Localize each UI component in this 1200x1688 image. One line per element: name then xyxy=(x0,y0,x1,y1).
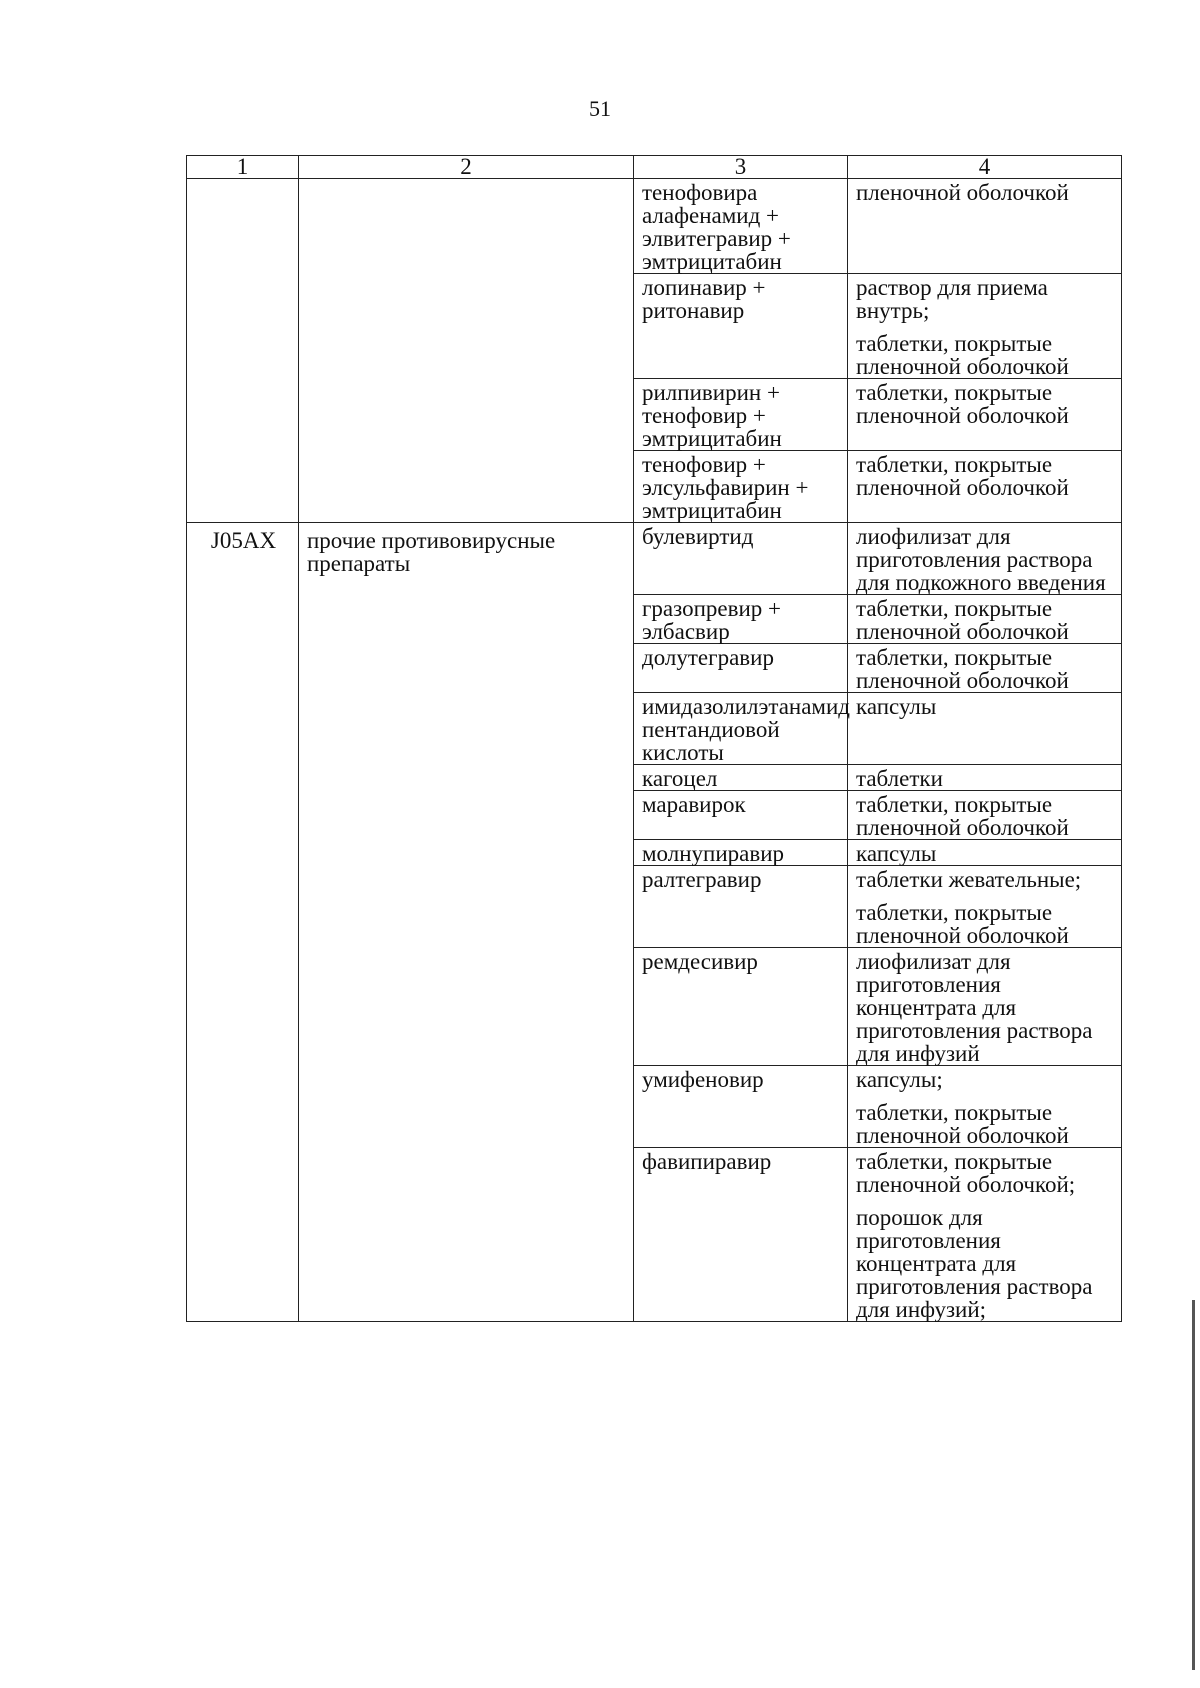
drug-name-cell: ремдесивир xyxy=(634,948,848,1066)
column-header-2: 2 xyxy=(299,156,634,179)
drug-name-cell: умифеновир xyxy=(634,1066,848,1148)
dosage-form: таблетки, покрытые пленочной оболочкой xyxy=(856,596,1069,644)
dosage-forms-cell xyxy=(848,379,1122,451)
drug-name-cell: булевиртид xyxy=(634,523,848,595)
dosage-form: таблетки, покрытые пленочной оболочкой xyxy=(856,900,1069,948)
dosage-forms-cell xyxy=(848,765,1122,791)
dosage-form: таблетки, покрытые пленочной оболочкой xyxy=(856,331,1069,379)
dosage-forms-cell xyxy=(848,179,1122,274)
dosage-forms-cell xyxy=(848,791,1122,840)
drug-table xyxy=(186,155,1122,1322)
dosage-form: капсулы xyxy=(856,841,937,866)
group-name-cell: прочие противовирусные препараты xyxy=(299,523,634,1322)
table-header-row xyxy=(187,156,1122,179)
drug-name-cell: гразопревир + элбасвир xyxy=(634,595,848,644)
dosage-form: раствор для приема внутрь; xyxy=(856,275,1048,323)
dosage-forms-cell xyxy=(848,595,1122,644)
drug-name-cell: маравирок xyxy=(634,791,848,840)
drug-name-cell: лопинавир + ритонавир xyxy=(634,274,848,379)
column-header-1: 1 xyxy=(187,156,299,179)
dosage-forms-cell xyxy=(848,840,1122,866)
dosage-form: таблетки, покрытые пленочной оболочкой; xyxy=(856,1149,1076,1197)
table-row xyxy=(187,179,1122,274)
column-header-3: 3 xyxy=(634,156,848,179)
atc-code-cell: J05AX xyxy=(187,523,299,1322)
dosage-form: лиофилизат для приготовления раствора для подкожного введения xyxy=(856,524,1106,595)
drug-name-cell: рилпивирин + тенофовир + эмтрицитабин xyxy=(634,379,848,451)
page-number: 51 xyxy=(589,96,611,121)
dosage-form: таблетки, покрытые пленочной оболочкой xyxy=(856,792,1069,840)
dosage-forms-cell xyxy=(848,451,1122,523)
dosage-form: таблетки xyxy=(856,766,943,791)
dosage-forms-cell xyxy=(848,644,1122,693)
dosage-forms-cell xyxy=(848,948,1122,1066)
dosage-forms-cell xyxy=(848,1066,1122,1148)
group-name-cell-empty xyxy=(299,179,634,523)
drug-name-cell: тенофовира алафенамид + элвитегравир + эмтрицитабин xyxy=(634,179,848,274)
dosage-form: таблетки, покрытые пленочной оболочкой xyxy=(856,1100,1069,1148)
dosage-forms-cell xyxy=(848,274,1122,379)
dosage-forms-cell xyxy=(848,1148,1122,1322)
drug-name-cell: фавипиравир xyxy=(634,1148,848,1322)
drug-name-cell: кагоцел xyxy=(634,765,848,791)
column-header-4: 4 xyxy=(848,156,1122,179)
drug-name-cell: долутегравир xyxy=(634,644,848,693)
dosage-form: пленочной оболочкой xyxy=(856,180,1069,205)
dosage-form: таблетки, покрытые пленочной оболочкой xyxy=(856,452,1069,500)
drug-name-cell: молнупиравир xyxy=(634,840,848,866)
drug-name-cell: тенофовир + элсульфавирин + эмтрицитабин xyxy=(634,451,848,523)
dosage-forms-cell xyxy=(848,693,1122,765)
atc-code-cell-empty xyxy=(187,179,299,523)
dosage-form: капсулы; xyxy=(856,1067,943,1092)
dosage-form: таблетки, покрытые пленочной оболочкой xyxy=(856,380,1069,428)
dosage-form: капсулы xyxy=(856,694,937,719)
scan-edge-artifact xyxy=(1192,1300,1195,1670)
dosage-form: таблетки жевательные; xyxy=(856,867,1082,892)
table-row xyxy=(187,523,1122,595)
dosage-form: порошок для приготовления концентрата для приготовления раствора для инфузий; xyxy=(856,1205,1093,1322)
drug-name-cell: ралтегравир xyxy=(634,866,848,948)
dosage-forms-cell xyxy=(848,866,1122,948)
dosage-forms-cell xyxy=(848,523,1122,595)
drug-name-cell: имидазолилэтанамид пентандиовой кислоты xyxy=(634,693,848,765)
dosage-form: лиофилизат для приготовления концентрата для приготовления раствора для инфузий xyxy=(856,949,1093,1066)
dosage-form: таблетки, покрытые пленочной оболочкой xyxy=(856,645,1069,693)
